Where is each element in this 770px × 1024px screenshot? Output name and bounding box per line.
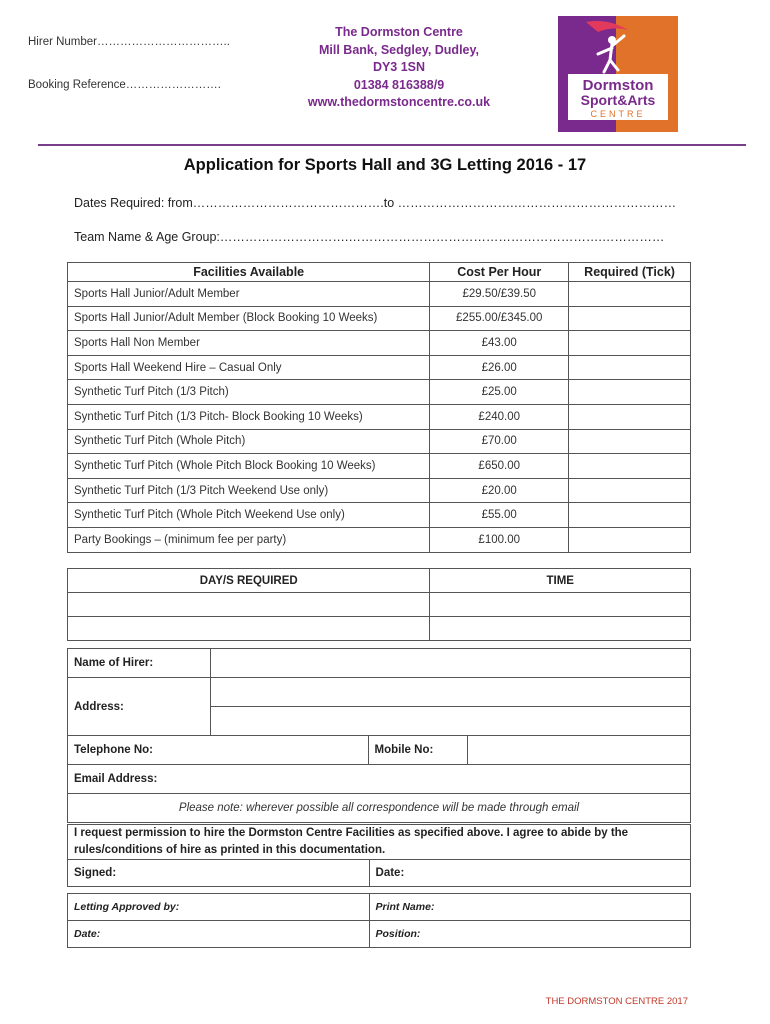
facility-row [68,404,691,429]
required-tick-cell[interactable] [569,380,691,405]
days-required-header: DAY/S REQUIRED [68,569,430,593]
day-cell[interactable] [68,593,430,617]
name-of-hirer-label: Name of Hirer: [68,649,211,678]
cost-header: Cost Per Hour [430,263,569,282]
approval-table [67,893,691,948]
mobile-input[interactable] [468,736,691,765]
email-label: Email Address: [68,765,691,794]
centre-address [268,24,530,112]
correspondence-note: Please note: wherever possible all correspondence will be made through email [68,794,691,823]
facility-price: £26.00 [430,355,569,380]
facility-price: £650.00 [430,454,569,479]
facility-row [68,503,691,528]
mobile-label: Mobile No: [368,736,468,765]
facility-row [68,306,691,331]
required-tick-cell[interactable] [569,503,691,528]
telephone-input[interactable] [210,736,368,765]
facility-price: £100.00 [430,527,569,552]
footer-text: THE DORMSTON CENTRE 2017 [545,996,688,1007]
facility-row [68,454,691,479]
dormston-logo [558,16,678,132]
approval-date-field[interactable]: Date: [68,921,370,948]
facilities-header: Facilities Available [68,263,430,282]
website: www.thedormstoncentre.co.uk [307,95,491,109]
position-field[interactable]: Position: [369,921,690,948]
facility-name: Synthetic Turf Pitch (1/3 Pitch Weekend Use only) [68,478,430,503]
facility-row [68,380,691,405]
hirer-number-field: Hirer Number…………………………….. [28,36,230,48]
facility-name: Sports Hall Junior/Adult Member [68,282,430,307]
facility-row [68,331,691,356]
letting-approved-by-field[interactable]: Letting Approved by: [68,894,370,921]
facility-name: Sports Hall Weekend Hire – Casual Only [68,355,430,380]
facility-name: Synthetic Turf Pitch (Whole Pitch) [68,429,430,454]
address-input-line-2[interactable] [210,707,690,736]
logo-word: CENTRE [590,109,646,119]
facility-row [68,478,691,503]
facility-name: Synthetic Turf Pitch (1/3 Pitch- Block Booking 10 Weeks) [68,404,430,429]
phone-number: 01384 816388/9 [353,77,445,92]
facility-price: £20.00 [430,478,569,503]
required-tick-cell[interactable] [569,355,691,380]
address-line: Mill Bank, Sedgley, Dudley, [319,42,479,57]
facilities-table [67,262,691,553]
facility-price: £240.00 [430,404,569,429]
time-cell[interactable] [430,593,691,617]
team-name-field: Team Name & Age Group:………………………….…………………………………………………….…………… [74,230,665,244]
facility-name: Synthetic Turf Pitch (Whole Pitch Block Booking 10 Weeks) [68,454,430,479]
required-tick-cell[interactable] [569,527,691,552]
time-cell[interactable] [430,617,691,641]
address-label: Address: [68,678,211,736]
time-header: TIME [430,569,691,593]
facility-name: Synthetic Turf Pitch (Whole Pitch Weekend Use only) [68,503,430,528]
day-cell[interactable] [68,617,430,641]
facility-name: Synthetic Turf Pitch (1/3 Pitch) [68,380,430,405]
declaration-text: I request permission to hire the Dormston Centre Facilities as specified above. I agree to abide by the rules/conditions of hire as printed in this documentation. [68,825,691,860]
required-tick-cell[interactable] [569,429,691,454]
required-tick-cell[interactable] [569,306,691,331]
telephone-label: Telephone No: [68,736,211,765]
logo-word: Sport&Arts [580,92,656,108]
required-tick-cell[interactable] [569,478,691,503]
facility-name: Sports Hall Non Member [68,331,430,356]
required-tick-cell[interactable] [569,331,691,356]
facility-row [68,355,691,380]
required-tick-cell[interactable] [569,454,691,479]
facility-row [68,527,691,552]
facility-price: £55.00 [430,503,569,528]
logo-word: Dormston [582,77,654,94]
name-of-hirer-input[interactable] [210,649,690,678]
address-line: The Dormston Centre [335,25,463,39]
facility-price: £43.00 [430,331,569,356]
declaration-table [67,824,691,887]
days-table [67,568,691,641]
facility-row [68,282,691,307]
address-input-line-1[interactable] [210,678,690,707]
booking-reference-field: Booking Reference……………………. [28,79,222,91]
contact-table [67,648,691,823]
page-title: Application for Sports Hall and 3G Letting 2016 - 17 [183,156,587,174]
facility-price: £255.00/£345.00 [430,306,569,331]
address-line: DY3 1SN [372,60,426,74]
dates-required-field: Dates Required: from……………………………………….to ……………………….………………………………… [74,196,677,210]
facility-price: £25.00 [430,380,569,405]
required-header: Required (Tick) [569,263,691,282]
required-tick-cell[interactable] [569,404,691,429]
facility-row [68,429,691,454]
required-tick-cell[interactable] [569,282,691,307]
facility-name: Sports Hall Junior/Adult Member (Block Booking 10 Weeks) [68,306,430,331]
facility-name: Party Bookings – (minimum fee per party) [68,527,430,552]
signed-field[interactable]: Signed: [68,860,370,887]
facility-price: £29.50/£39.50 [430,282,569,307]
header-divider [38,144,746,146]
declaration-date-field[interactable]: Date: [369,860,690,887]
facility-price: £70.00 [430,429,569,454]
print-name-field[interactable]: Print Name: [369,894,690,921]
